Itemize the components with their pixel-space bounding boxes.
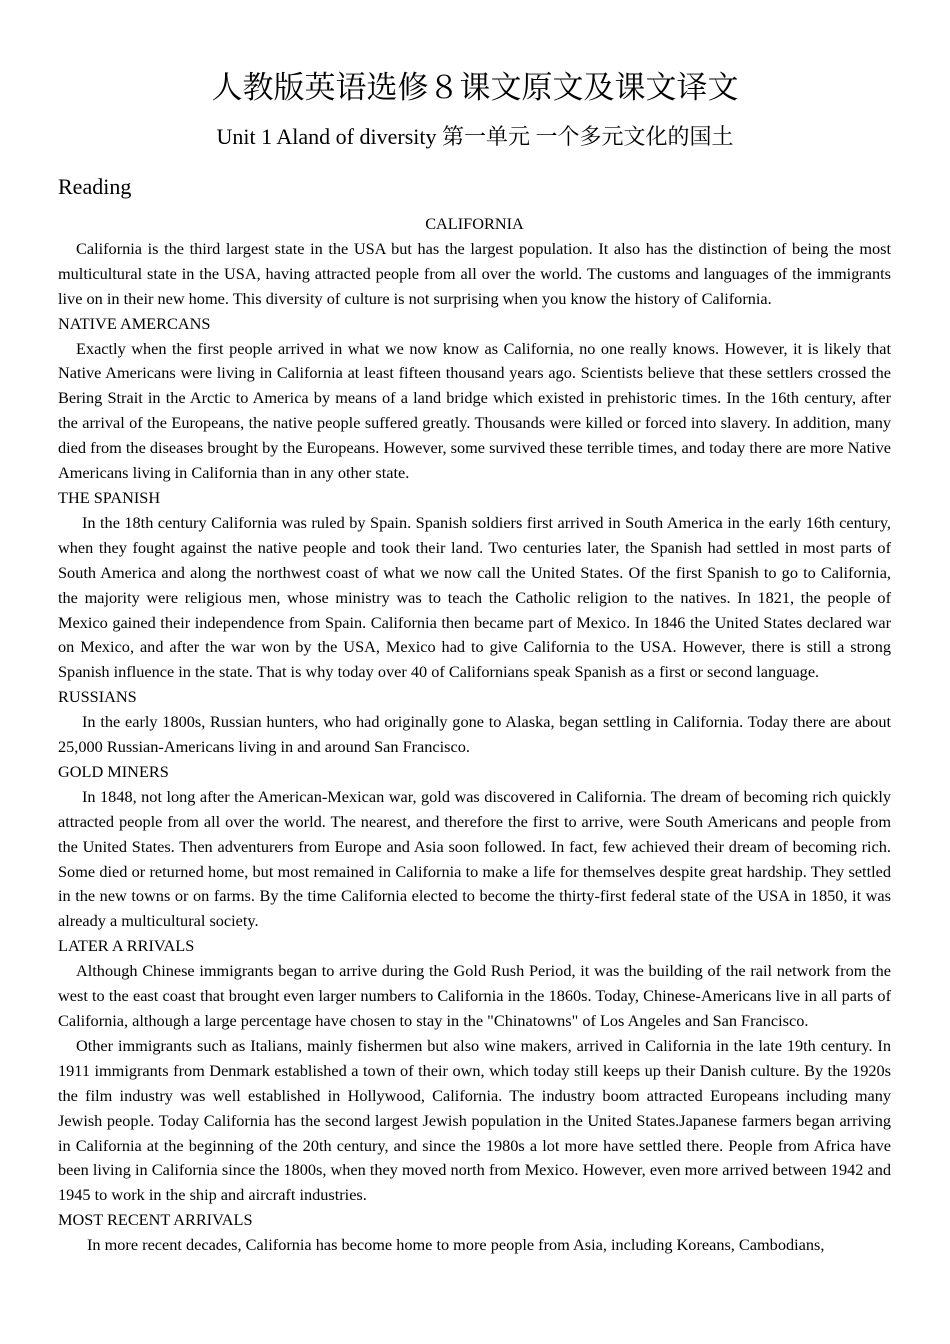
- section-heading-later-arrivals: LATER A RRIVALS: [58, 936, 195, 956]
- reading-heading: Reading: [58, 174, 132, 199]
- section-heading-gold-miners: GOLD MINERS: [58, 761, 169, 781]
- paragraph-later-arrivals-2: Other immigrants such as Italians, mainly fishermen but also wine makers, arrived in California in the late 19th century. In 1911 immigrants from Denmark established a town of their own, which today still keeps up their Danish culture. By the 1920s the film industry was well established in Hollywood, California. The industry boom attracted Europeans including many Jewish people. Today California has the second largest Jewish population in the United States.Japanese farmers began arriving in California at the beginning of the 20th century, and since the 1980s a lot more have settled there. People from Africa have been living in California since the 1800s, when they moved north from Mexico. However, even more arrived between 1942 and 1945 to work in the ship and aircraft industries.: [58, 1035, 891, 1205]
- paragraph-native-americans: Exactly when the first people arrived in what we now know as California, no one really knows. However, it is likely that Native Americans were living in California at least fifteen thousand years ago. Scientists believe that these settlers crossed the Bering Strait in the Arctic to America by means of a land bridge which existed in prehistoric times. In the 16th century, after the arrival of the Europeans, the native people suffered greatly. Thousands were killed or forced into slavery. In addition, many died from the diseases brought by the Europeans. However, some survived these terrible times, and today there are more Native Americans living in California than in any other state.: [58, 338, 891, 483]
- paragraph-gold-miners: In 1848, not long after the American-Mexican war, gold was discovered in California. The dream of becoming rich quickly attracted people from all over the world. The nearest, and therefore the first to arrive, were South Americans and people from the United States. Then adventurers from Europe and Asia soon followed. In fact, few achieved their dream of becoming rich. Some died or returned home, but most remained in California to make a life for themselves despite great hardship. They settled in the new towns or on farms. By the time California elected to become the thirty-first federal state of the USA in 1850, it was already a multicultural society.: [58, 786, 891, 931]
- section-heading-native-americans: NATIVE AMERCANS: [58, 313, 211, 333]
- article-body: [58, 212, 891, 1258]
- paragraph-later-arrivals-1: Although Chinese immigrants began to arrive during the Gold Rush Period, it was the building of the rail network from the west to the east coast that brought even larger numbers to California in the 1860s. Today, Chinese-Americans live in all parts of California, although a large percentage have chosen to stay in the "Chinatowns" of Los Angeles and San Francisco.: [58, 961, 891, 1030]
- paragraph-spanish: In the 18th century California was ruled by Spain. Spanish soldiers first arrived in South America in the early 16th century, when they fought against the native people and took their land. Two centuries later, the Spanish had settled in most parts of South America and along the northwest coast of what we now call the United States. Of the first Spanish to go to California, the majority were religious men, whose ministry was to teach the Catholic religion to the natives. In 1821, the people of Mexico gained their independence from Spain. California then became part of Mexico. In 1846 the United States declared war on Mexico, and after the war won by the USA, Mexico had to give California to the USA. However, there is still a strong Spanish influence in the state. That is why today over 40 of Californians speak Spanish as a first or second language.: [58, 512, 891, 682]
- paragraph-most-recent-arrivals: In more recent decades, California has become home to more people from Asia, including Koreans, Cambodians,: [87, 1235, 825, 1255]
- section-heading-russians: RUSSIANS: [58, 687, 137, 707]
- unit-subtitle: Unit 1 Aland of diversity 第一单元 一个多元文化的国土: [216, 124, 734, 149]
- section-heading-spanish: THE SPANISH: [58, 487, 161, 507]
- section-heading-most-recent-arrivals: MOST RECENT ARRIVALS: [58, 1210, 253, 1230]
- paragraph-russians: In the early 1800s, Russian hunters, who had originally gone to Alaska, began settling in California. Today there are about 25,000 Russian-Americans living in and around San Francisco.: [58, 712, 891, 757]
- article-title: CALIFORNIA: [425, 214, 524, 233]
- document-title: 人教版英语选修８课文原文及课文译文: [211, 70, 739, 106]
- intro-paragraph: California is the third largest state in the USA but has the largest population. It also has the distinction of being the most multicultural state in the USA, having attracted people from all over the world. The customs and languages of the immigrants live on in their new home. This diversity of culture is not surprising when you know the history of California.: [58, 238, 891, 308]
